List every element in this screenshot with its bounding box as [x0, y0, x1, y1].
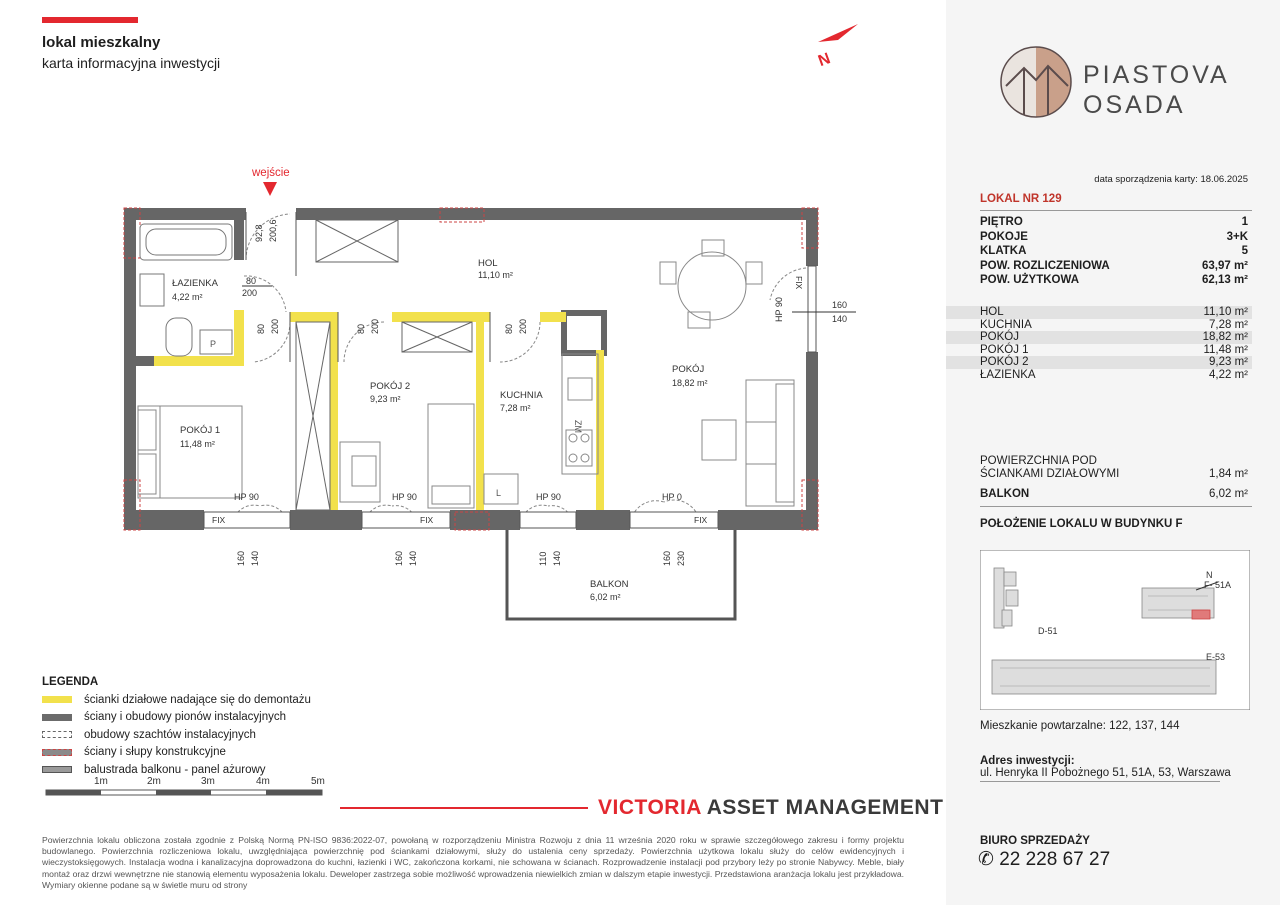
asset-management-word: ASSET MANAGEMENT	[706, 796, 944, 819]
balkon-value: 6,02 m²	[1209, 488, 1248, 500]
room-label: KUCHNIA	[980, 318, 1032, 331]
dim-hp90-right: HP 90	[774, 297, 784, 322]
desk-pokoj2	[340, 442, 380, 502]
document-subtitle: karta informacyjna inwestycji	[42, 55, 221, 71]
prop-value: 62,13 m²	[1201, 274, 1248, 286]
fix-label-4: FIX	[794, 276, 804, 290]
prop-label: PIĘTRO	[980, 216, 1023, 228]
fix-label-3: FIX	[694, 515, 708, 525]
walls-value: 1,84 m²	[1209, 468, 1248, 480]
address-label: Adres inwestycji:	[980, 755, 1075, 767]
scale-1m: 1m	[94, 776, 108, 787]
legend-label: balustrada balkonu - panel ażurowy	[84, 763, 266, 776]
room-pokoj1-area: 11,48 m²	[180, 439, 215, 449]
room-row	[946, 319, 1252, 332]
scale-4m: 4m	[256, 776, 270, 787]
legend-item	[42, 709, 342, 727]
dim-80-lazienka: 80	[246, 276, 257, 286]
room-label: ŁAZIENKA	[980, 368, 1036, 381]
prop-value: 63,97 m²	[1201, 260, 1248, 272]
installation-shafts	[296, 220, 472, 510]
legend-item	[42, 691, 342, 709]
dim-hp0: HP 0	[662, 492, 682, 502]
divider	[980, 210, 1252, 211]
scale-2m: 2m	[147, 776, 161, 787]
scale-3m: 3m	[201, 776, 215, 787]
prop-row	[980, 245, 1248, 257]
room-value: 11,48 m²	[1203, 343, 1248, 356]
lokal-number: LOKAL NR 129	[980, 193, 1062, 205]
disclaimer-text: Powierzchnia lokalu obliczona została zgodnie z Polską Normą PN-ISO 9836:2022-07, powołaną w rozporządzeniu Ministra Rozwoju z dnia 11 września 2020 roku w sprawie szczegółowego zakresu i formy projektu budowlanego. Powierzchnia rozliczeniowa lokalu, uwzględniająca powierzchnię pod ściankami działowymi, służy do ustalenia ceny sprzedaży. Powierzchnia użytkowa lokalu służy do celów ewidencyjnych i wieczystoksięgowych. Instalacja wodna i kanalizacyjna doprowadzona do kuchni, łazienki i WC, zakończona korkami, nie schowana w ścianach. Rozprowadzenie instalacji pod przybory leży po stronie Nabywcy. Meble, biały montaż oraz drzwi wewnętrzne nie stanowią elementu wyposażenia lokalu. Deweloper zastrzega sobie możliwość wprowadzenia niewielkich zmian w dalszym etapie inwestycji. Przedstawiona aranżacja lokalu jest przykładowa. Wymiary okienne podane są w świetle muru od strony	[42, 835, 904, 890]
dim-928: 92,8	[254, 224, 264, 242]
dim-140-right: 140	[832, 314, 848, 324]
room-pokoj2-area: 9,23 m²	[370, 394, 401, 404]
prop-value: 1	[1241, 216, 1248, 228]
legend-item	[42, 726, 342, 744]
victoria-word: VICTORIA	[598, 796, 702, 819]
legend-label: obudowy szachtów instalacyjnych	[84, 728, 256, 741]
room-row	[946, 344, 1252, 357]
sofa	[702, 380, 794, 506]
prop-value: 5	[1241, 245, 1248, 257]
balkon-label: BALKON	[980, 488, 1030, 500]
legend-label: ściany i słupy konstrukcyjne	[84, 746, 226, 759]
legend	[42, 676, 342, 779]
zm-label: ZM	[573, 420, 583, 433]
dim-160-right: 160	[832, 300, 848, 310]
dim-hp90-2: HP 90	[392, 492, 417, 502]
phone-icon: ✆	[978, 849, 994, 870]
dim-160-2: 160	[394, 550, 404, 566]
room-pokoj1-name: POKÓJ 1	[180, 425, 221, 436]
fix-label-2: FIX	[420, 515, 434, 525]
phone-number[interactable]: 22 228 67 27	[999, 849, 1111, 870]
room-pokoj-name: POKÓJ	[672, 364, 705, 375]
map-label-e53: E-53	[1206, 652, 1226, 662]
room-hol-area: 11,10 m²	[478, 270, 513, 280]
piastova-logo-text	[1083, 60, 1230, 120]
victoria-logo	[598, 796, 943, 820]
phone-row	[978, 848, 1110, 871]
dim-2006: 200,6	[268, 219, 278, 242]
dim-230-4: 230	[676, 550, 686, 566]
entrance-label: wejście	[252, 167, 290, 179]
prop-row	[980, 231, 1248, 243]
dim-160-4: 160	[662, 550, 672, 566]
installation-walls	[136, 220, 604, 366]
divider	[980, 781, 1220, 782]
prop-label: POW. ROZLICZENIOWA	[980, 260, 1110, 272]
room-kuchnia-name: KUCHNIA	[500, 390, 543, 401]
scale-bar	[46, 790, 322, 795]
dim-hp90-3: HP 90	[536, 492, 561, 502]
room-label: POKÓJ 2	[980, 356, 1029, 368]
room-label: POKÓJ 1	[980, 343, 1029, 356]
dim-200-b: 200	[370, 318, 380, 334]
room-row	[946, 306, 1252, 319]
dim-200-a: 200	[270, 318, 280, 334]
room-kuchnia-area: 7,28 m²	[500, 403, 531, 413]
room-row	[946, 356, 1252, 369]
room-value: 7,28 m²	[1209, 318, 1248, 331]
legend-swatch-construction	[42, 749, 72, 756]
legend-swatch-dark	[42, 714, 72, 721]
room-balkon-name: BALKON	[590, 579, 629, 590]
legend-item	[42, 744, 342, 762]
room-lazienka-area: 4,22 m²	[172, 292, 203, 302]
address-value: ul. Henryka II Pobożnego 51, 51A, 53, Warszawa	[980, 767, 1231, 779]
logo-line1: PIASTOVA	[1083, 61, 1230, 89]
room-balkon-area: 6,02 m²	[590, 592, 621, 602]
p-label: P	[210, 339, 217, 349]
divider	[980, 506, 1252, 507]
room-value: 11,10 m²	[1203, 306, 1248, 318]
building-title: POŁOŻENIE LOKALU W BUDYNKU F	[980, 518, 1183, 530]
bed-pokoj2	[428, 404, 474, 508]
walls-label-2: ŚCIANKAMI DZIAŁOWYMI	[980, 468, 1120, 480]
dim-hp90-1: HP 90	[234, 492, 259, 502]
room-label: POKÓJ	[980, 331, 1019, 343]
legend-title: LEGENDA	[42, 676, 99, 688]
dim-200-lazienka: 200	[242, 288, 258, 298]
repeat-info: Mieszkanie powtarzalne: 122, 137, 144	[980, 720, 1180, 732]
dim-80-a: 80	[256, 323, 266, 334]
removable-partitions	[154, 310, 604, 510]
door-leaves	[246, 212, 490, 362]
dim-160-1: 160	[236, 550, 246, 566]
highlighted-unit	[1192, 610, 1210, 619]
map-label-d51: D-51	[1038, 626, 1058, 636]
prop-row	[980, 216, 1248, 228]
dining-table	[660, 240, 762, 328]
room-row	[946, 369, 1252, 382]
dim-140-1: 140	[250, 550, 260, 566]
prop-label: POW. UŻYTKOWA	[980, 274, 1080, 286]
l-label: L	[496, 488, 502, 498]
legend-label: ściany i obudowy pionów instalacyjnych	[84, 711, 286, 724]
dim-80-c: 80	[504, 323, 514, 334]
bathroom-fixtures	[140, 224, 232, 356]
room-pokoj-area: 18,82 m²	[672, 378, 708, 388]
room-label: HOL	[980, 306, 1004, 318]
sales-office-label: BIURO SPRZEDAŻY	[980, 835, 1090, 847]
piastova-logo-icon	[1000, 46, 1072, 118]
prop-row	[980, 274, 1248, 286]
room-lazienka-name: ŁAZIENKA	[172, 278, 218, 289]
prop-label: POKOJE	[980, 231, 1028, 243]
room-hol-name: HOL	[478, 258, 498, 269]
logo-line2: OSADA	[1083, 91, 1186, 119]
legend-swatch-balustrade	[42, 766, 72, 773]
entrance-arrow-icon	[263, 182, 277, 196]
dim-140-3: 140	[552, 550, 562, 566]
divider-line	[340, 807, 588, 809]
bed-pokoj1	[138, 406, 242, 498]
room-value: 18,82 m²	[1202, 331, 1248, 343]
dim-80-b: 80	[356, 323, 366, 334]
legend-swatch-yellow	[42, 696, 72, 703]
dim-110-3: 110	[538, 551, 548, 566]
prop-value: 3+K	[1226, 231, 1248, 243]
map-label-n: N	[1206, 570, 1213, 580]
legend-label: ścianki działowe nadające się do demontażu	[84, 693, 311, 706]
prop-row	[980, 260, 1248, 272]
legend-item	[42, 761, 342, 779]
room-row	[946, 331, 1252, 344]
room-value: 9,23 m²	[1209, 356, 1248, 368]
dim-200-c: 200	[518, 318, 528, 334]
walls-label-1: POWIERZCHNIA POD	[980, 455, 1097, 467]
room-pokoj2-name: POKÓJ 2	[370, 381, 411, 392]
prop-label: KLATKA	[980, 245, 1027, 257]
legend-swatch-shaft	[42, 731, 72, 738]
document-title: lokal mieszkalny	[42, 34, 161, 51]
fix-label-1: FIX	[212, 515, 226, 525]
dim-140-2: 140	[408, 550, 418, 566]
north-arrow-icon	[816, 24, 858, 70]
balcony-outline	[507, 527, 735, 619]
building-location-map	[980, 550, 1250, 710]
map-label-f51a: F- 51A	[1204, 580, 1232, 590]
card-date: data sporządzenia karty: 18.06.2025	[1094, 174, 1248, 185]
north-label: N	[816, 50, 833, 71]
room-value: 4,22 m²	[1209, 368, 1248, 381]
scale-5m: 5m	[311, 776, 325, 787]
